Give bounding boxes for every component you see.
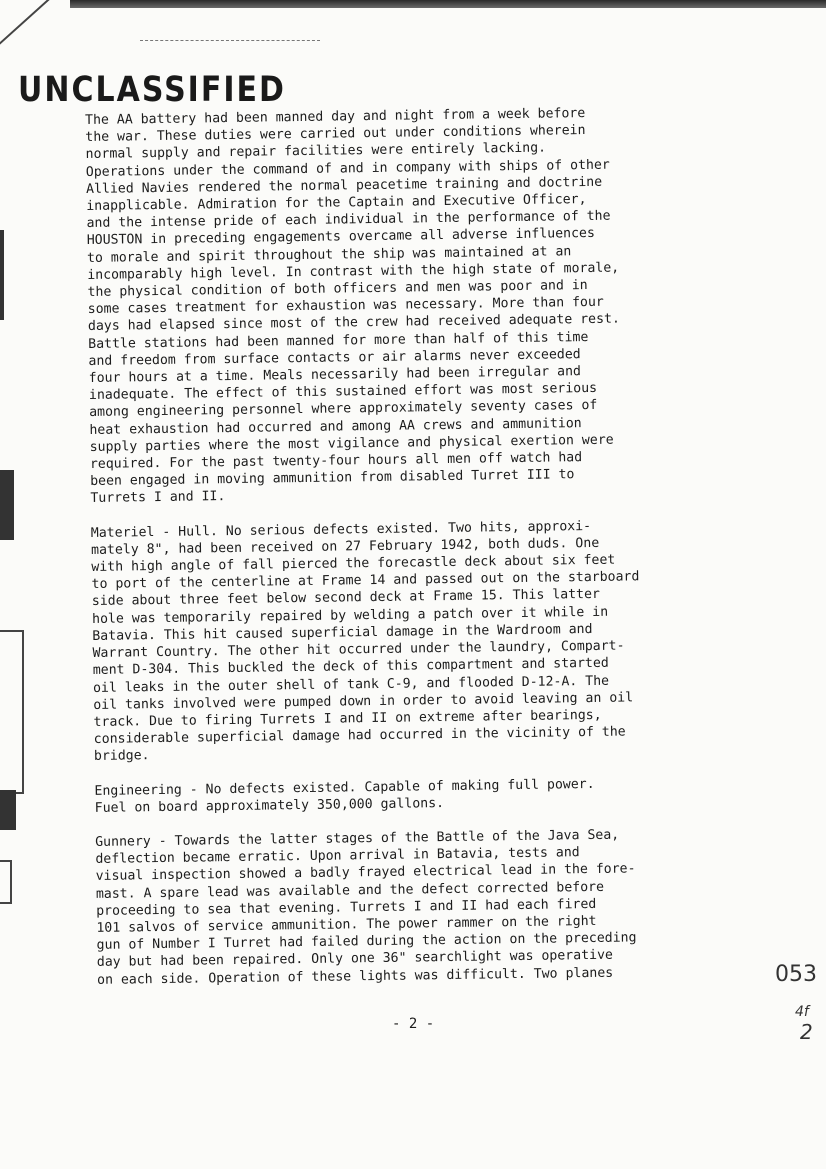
margin-code: 053	[775, 962, 817, 987]
page-number: - 2 -	[392, 1016, 435, 1032]
scan-edge-artifact	[70, 0, 826, 8]
margin-note: 2	[800, 1020, 813, 1044]
margin-note: 4f	[795, 1004, 809, 1020]
scan-corner-line	[0, 0, 71, 61]
scan-dash-line	[140, 40, 320, 42]
paragraph-gunnery: Gunnery - Towards the latter stages of the Battle of the Java Sea, deflection became erratic. Upon arrival in Batavia, tests and visual inspection showed a badly frayed electrical lead in the fore- mast. A spare lead was available and the defect corrected before proceeding to sea that evening. Turrets I and II had each fired 101 salvos of service ammunition. The power rammer on the right gun of Number I Turret had failed during the action on the preceding day but had been repaired. Only one 36" searchlight was operative on each side. Operation of these lights was difficult. Two planes	[95, 827, 637, 988]
paragraph-morale: The AA battery had been manned day and night from a week before the war. These duties were carried out under conditions wherein normal supply and repair facilities were entirely lacking. Operations under the command of and in company with ships of other Allied Navies rendered the normal peacetime training and doctrine inapplicable. Admiration for the Captain and Executive Officer, and the intense pride of each individual in the performance of the HOUSTON in preceding engagements overcame all adverse influences to morale and spirit throughout the ship was maintained at an incomparably high level. In contrast with the high state of morale, the physical condition of both officers and men was poor and in some cases treatment for exhaustion was necessary. More than four days had elapsed since most of the crew had received adequate rest. Battle stations had been manned for more than half of this time and freedom from surface contacts or air alarms never exceeded four hours at a time. Meals necessarily had been irregular and inadequate. The effect of this sustained effort was most serious among engineering personnel where approximately seventy cases of heat exhaustion had occurred and among AA crews and ammunition supply parties where the most vigilance and physical exertion were required. For the past twenty-four hours all men off watch had been engaged in moving ammunition from disabled Turret III to Turrets I and II.	[85, 106, 621, 507]
paragraph-materiel-hull: Materiel - Hull. No serious defects existed. Two hits, approxi- mately 8", had been received on 27 February 1942, both duds. One with high angle of fall pierced the forecastle deck about six feet to port of the centerline at Frame 14 and passed out on the starboard side about three feet below second deck at Frame 15. This latter hole was temporarily repaired by welding a patch over it while in Batavia. This hit caused superficial damage in the Wardroom and Warrant Country. The other hit occurred under the laundry, Compart- ment D-304. This buckled the deck of this compartment and started oil leaks in the outer shell of tank C-9, and flooded D-12-A. The oil tanks involved were pumped down in order to avoid leaving an oil track. Due to firing Turrets I and II on extreme after bearings, considerable superficial damage had occurred in the vicinity of the bridge.	[90, 518, 640, 765]
document-body	[85, 103, 737, 1006]
classification-stamp: UNCLASSIFIED	[18, 70, 286, 111]
paragraph-engineering: Engineering - No defects existed. Capable of making full power. Fuel on board approximately 350,000 gallons.	[94, 776, 595, 816]
